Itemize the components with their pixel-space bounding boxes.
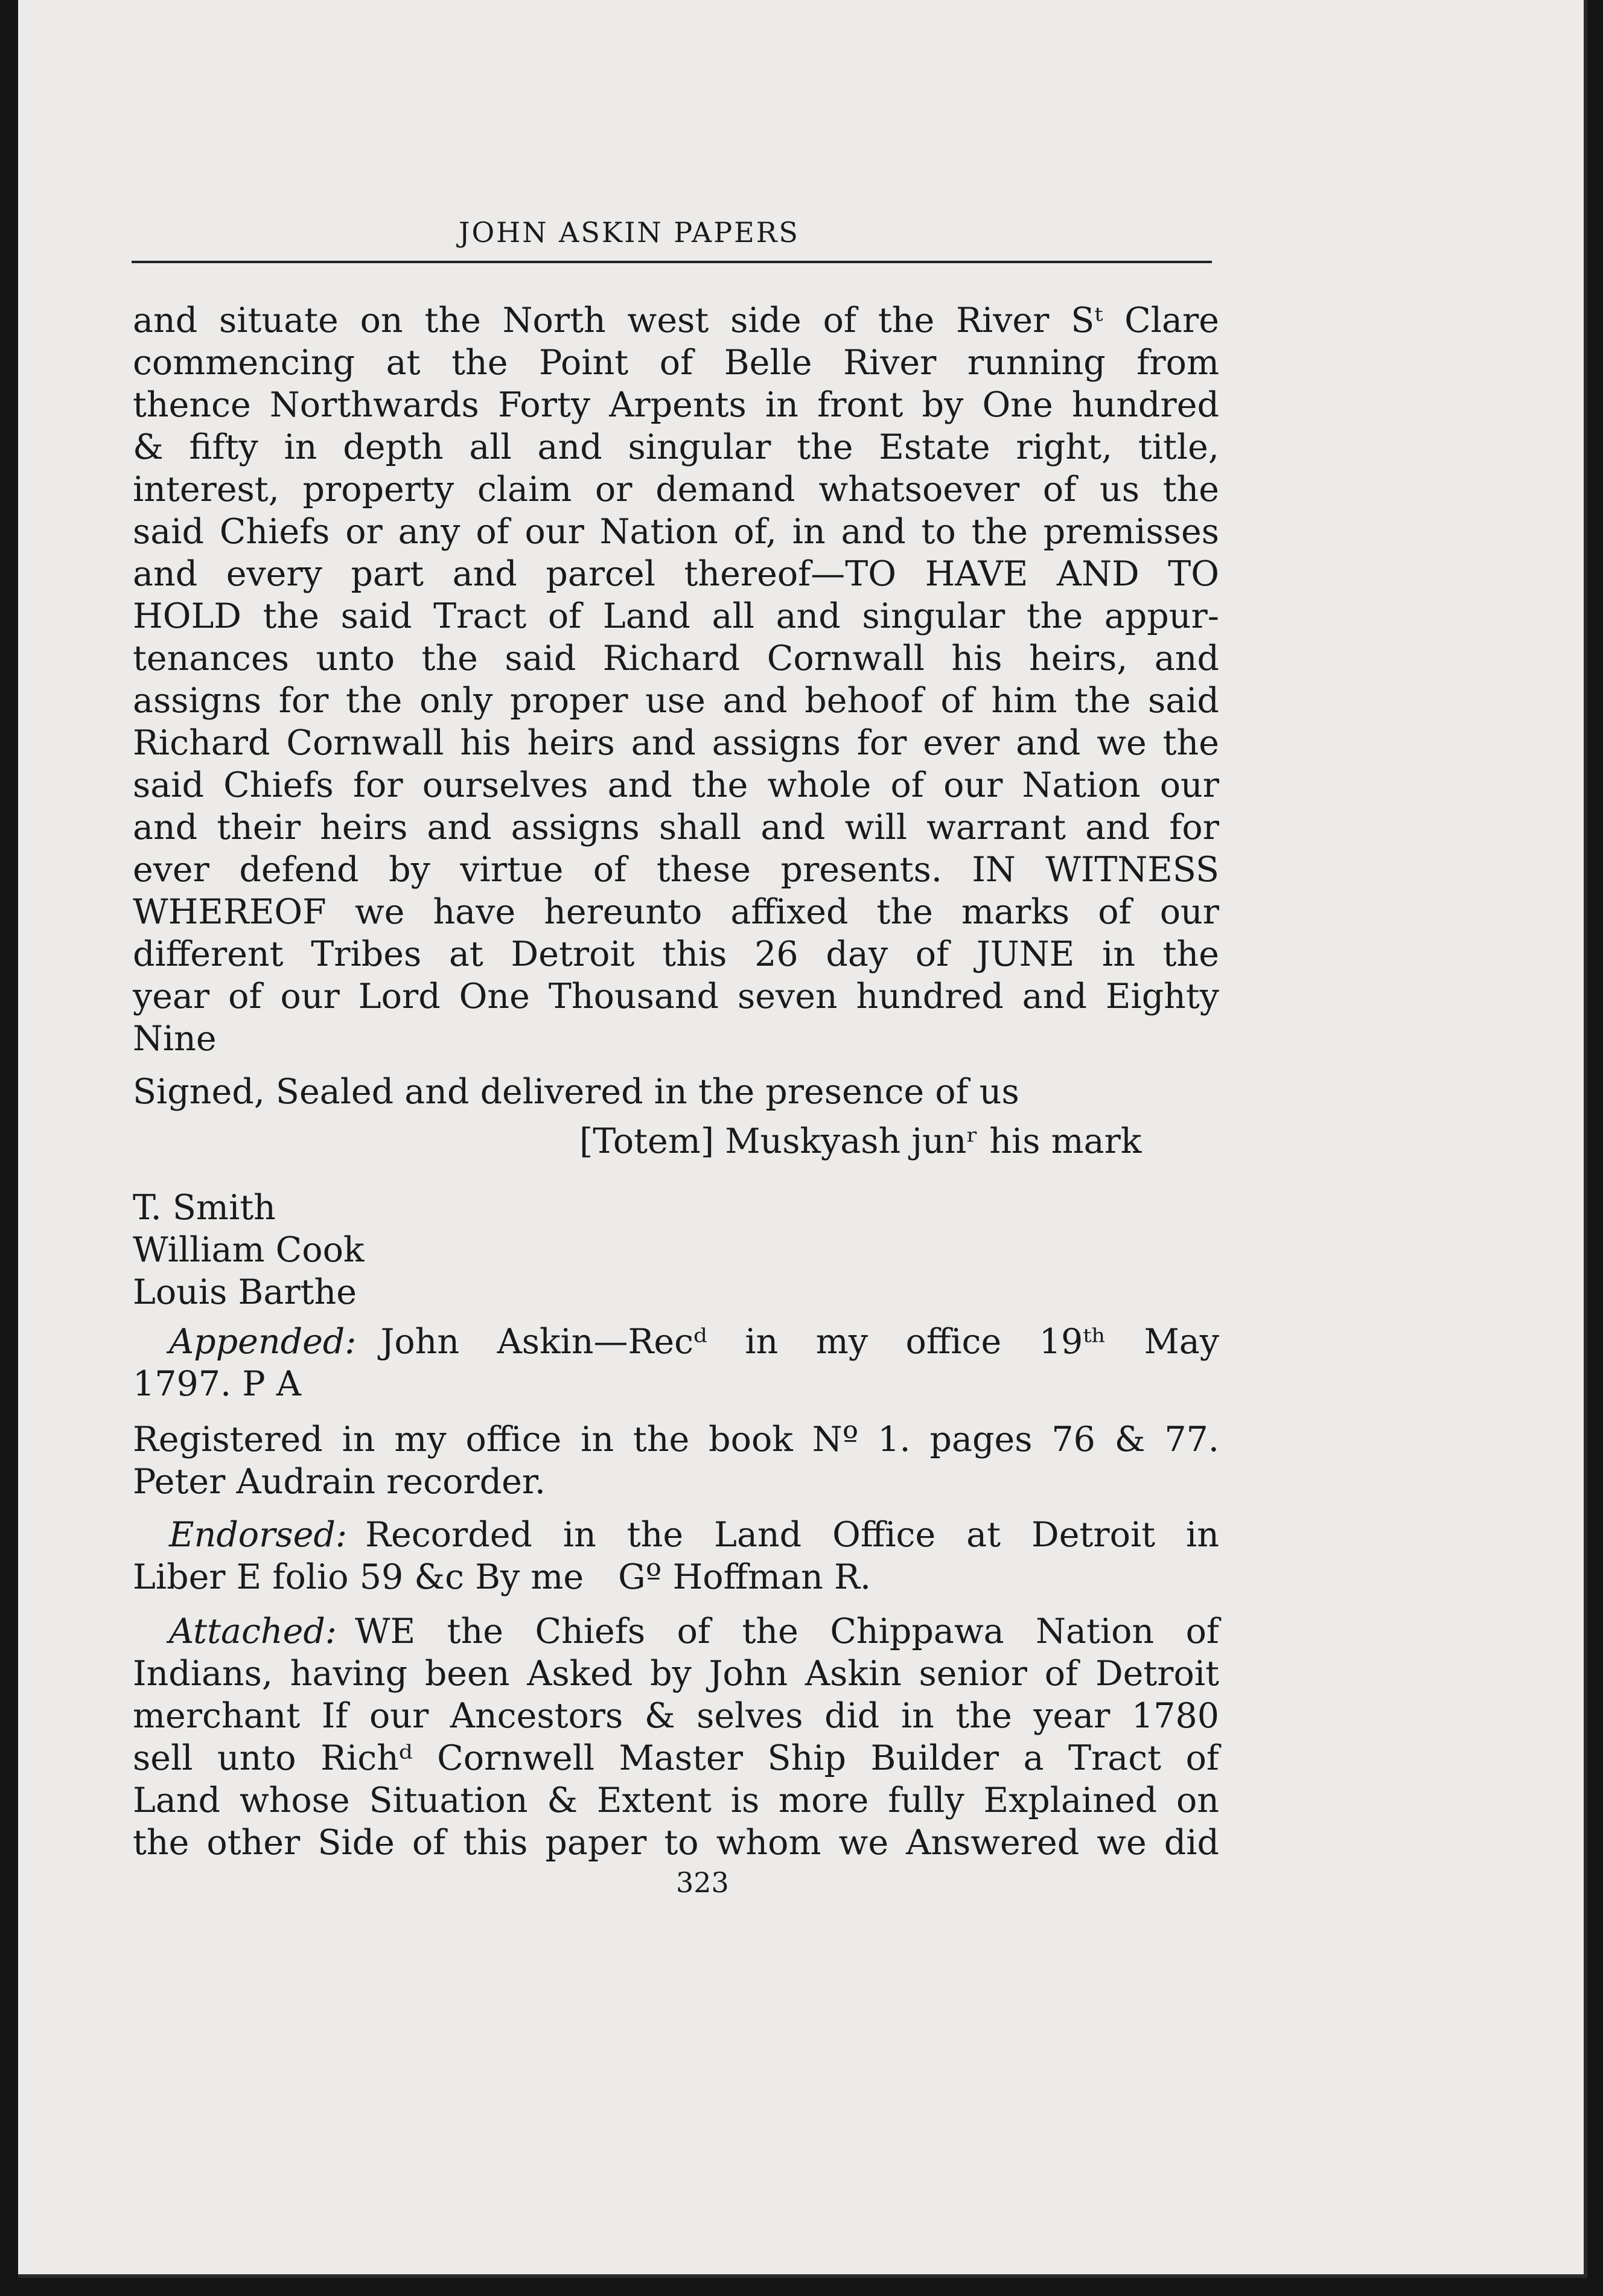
attached-label: Attached: bbox=[169, 1612, 337, 1651]
text-line: different Tribes at Detroit this 26 day of JUNE in the bbox=[133, 934, 1219, 974]
text-line: said Chiefs for ourselves and the whole of our Nation our bbox=[133, 765, 1219, 805]
text-line: sell unto Richᵈ Cornwell Master Ship Builder a Tract of bbox=[133, 1738, 1219, 1778]
text-line: ever defend by virtue of these presents. IN WITNESS bbox=[133, 850, 1219, 890]
text-line: interest, property claim or demand whatsoever of us the bbox=[133, 470, 1219, 509]
text-line: the other Side of this paper to whom we Answered we did bbox=[133, 1823, 1219, 1863]
text-line: & fifty in depth all and singular the Estate right, title, bbox=[133, 427, 1219, 467]
text-line: and situate on the North west side of the River Sᵗ Clare bbox=[133, 301, 1219, 340]
signed-line: Signed, Sealed and delivered in the presence of us bbox=[133, 1072, 1019, 1112]
page-number: 323 bbox=[676, 1866, 729, 1899]
book-page bbox=[18, 0, 1587, 2278]
text-line: commencing at the Point of Belle River running from bbox=[133, 343, 1219, 383]
text-line: and every part and parcel thereof—TO HAVE AND TO bbox=[133, 554, 1219, 594]
running-head: JOHN ASKIN PAPERS bbox=[459, 216, 800, 249]
text-line: Indians, having been Asked by John Askin senior of Detroit bbox=[133, 1654, 1219, 1694]
text-line: Nine bbox=[133, 1019, 217, 1059]
witness-name: Louis Barthe bbox=[133, 1272, 357, 1312]
totem-mark-line: [Totem] Muskyash junʳ his mark bbox=[579, 1121, 1142, 1161]
text-line: HOLD the said Tract of Land all and singular the appur- bbox=[133, 596, 1219, 636]
appended-label: Appended: bbox=[169, 1322, 357, 1362]
text-line: year of our Lord One Thousand seven hundred and Eighty bbox=[133, 977, 1219, 1016]
text-line: merchant If our Ancestors & selves did in the year 1780 bbox=[133, 1696, 1219, 1736]
text-line: and their heirs and assigns shall and will warrant and for bbox=[133, 808, 1219, 847]
text-line: said Chiefs or any of our Nation of, in and to the premisses bbox=[133, 512, 1219, 552]
text-line: WHEREOF we have hereunto affixed the marks of our bbox=[133, 892, 1219, 932]
appended-text: John Askin—Recᵈ in my office 19ᵗʰ May bbox=[380, 1322, 1219, 1362]
header-rule bbox=[132, 261, 1212, 263]
text-line: tenances unto the said Richard Cornwall his heirs, and bbox=[133, 639, 1219, 678]
endorsed-label: Endorsed: bbox=[169, 1515, 348, 1555]
endorsed-text: Liber E folio 59 &c By me Gº Hoffman R. bbox=[133, 1557, 871, 1597]
endorsed-line bbox=[169, 1514, 1219, 1556]
text-line: Peter Audrain recorder. bbox=[133, 1462, 546, 1502]
attached-text: WE the Chiefs of the Chippawa Nation of bbox=[355, 1612, 1219, 1651]
text-line: Registered in my office in the book Nº 1. pages 76 & 77. bbox=[133, 1420, 1219, 1459]
witness-name: T. Smith bbox=[133, 1188, 276, 1228]
appended-line bbox=[169, 1321, 1219, 1363]
text-line: assigns for the only proper use and behoof of him the said bbox=[133, 681, 1219, 721]
witness-name: William Cook bbox=[133, 1230, 365, 1270]
text-line: Land whose Situation & Extent is more fully Explained on bbox=[133, 1781, 1219, 1820]
text-line: Richard Cornwall his heirs and assigns for ever and we the bbox=[133, 723, 1219, 763]
endorsed-text: Recorded in the Land Office at Detroit in bbox=[365, 1515, 1219, 1555]
text-line: thence Northwards Forty Arpents in front by One hundred bbox=[133, 385, 1219, 425]
appended-text: 1797. P A bbox=[133, 1364, 301, 1404]
attached-line bbox=[169, 1610, 1219, 1653]
